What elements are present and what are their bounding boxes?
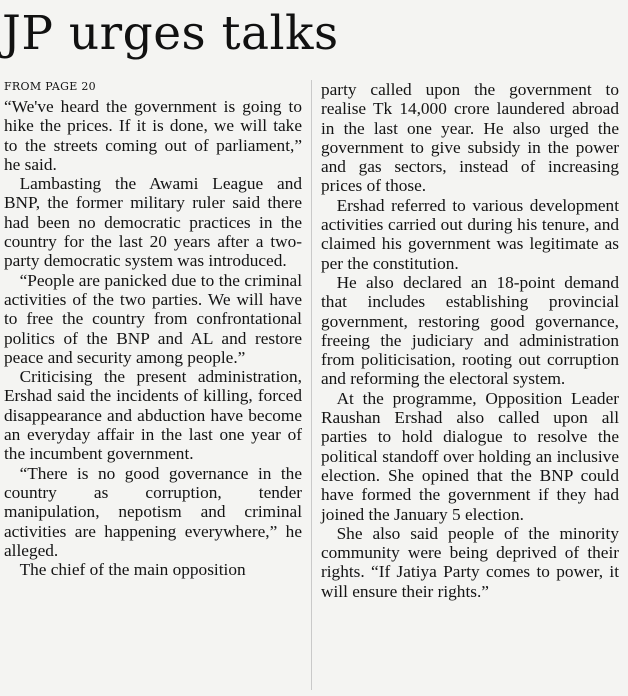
paragraph: Ershad referred to various development activities carried out during his tenure, and claimed his government was legitimate as per the constitution. (321, 195, 619, 273)
paragraph: The chief of the main opposition (19, 560, 246, 580)
column-divider (311, 80, 312, 690)
paragraph: Criticising the present administration, Ershad said the incidents of killing, forced disappearance and abduction have become an everyday affair in the last one year of the incumbent government. (4, 367, 302, 464)
article-column-left (4, 78, 302, 579)
paragraph: He also declared an 18-point demand that includes establishing provincial government, restoring good governance, freeing the judiciary and administration from politicisation, rooting out corruption and reforming the electoral system. (321, 272, 619, 389)
paragraph: “People are panicked due to the criminal activities of the two parties. We will have to free the country from confrontational politics of the BNP and AL and restore peace and security among people.” (4, 270, 302, 367)
paragraph: party called upon the government to realise Tk 14,000 crore laundered abroad in the last one year. He also urged the government to give subsidy in the power and gas sectors, instead of increasing prices of those. (321, 80, 619, 196)
paragraph: At the programme, Opposition Leader Raushan Ershad also called upon all parties to hold dialogue to resolve the political standoff over holding an inclusive election. She opined that the BNP could have formed the government if they had joined the January 5 election. (321, 388, 619, 524)
paragraph: “There is no good governance in the country as corruption, tender manipulation, nepotism and criminal activities are happening everywhere,” he alleged. (4, 463, 302, 560)
paragraph: She also said people of the minority community were being deprived of their rights. “If Jatiya Party comes to power, it will ensure their rights.” (321, 523, 619, 601)
article-column-right (321, 80, 619, 601)
paragraph: Lambasting the Awami League and BNP, the former military ruler said there had been no democratic practices in the country for the last 20 years after a two-party democratic system was introduced. (4, 174, 302, 271)
dateline: FROM PAGE 20 (4, 80, 96, 93)
paragraph: “We've heard the government is going to hike the prices. If it is done, we will take to the streets coming out of parliament,” he said. (4, 97, 302, 174)
headline: JP urges talks (2, 6, 339, 61)
